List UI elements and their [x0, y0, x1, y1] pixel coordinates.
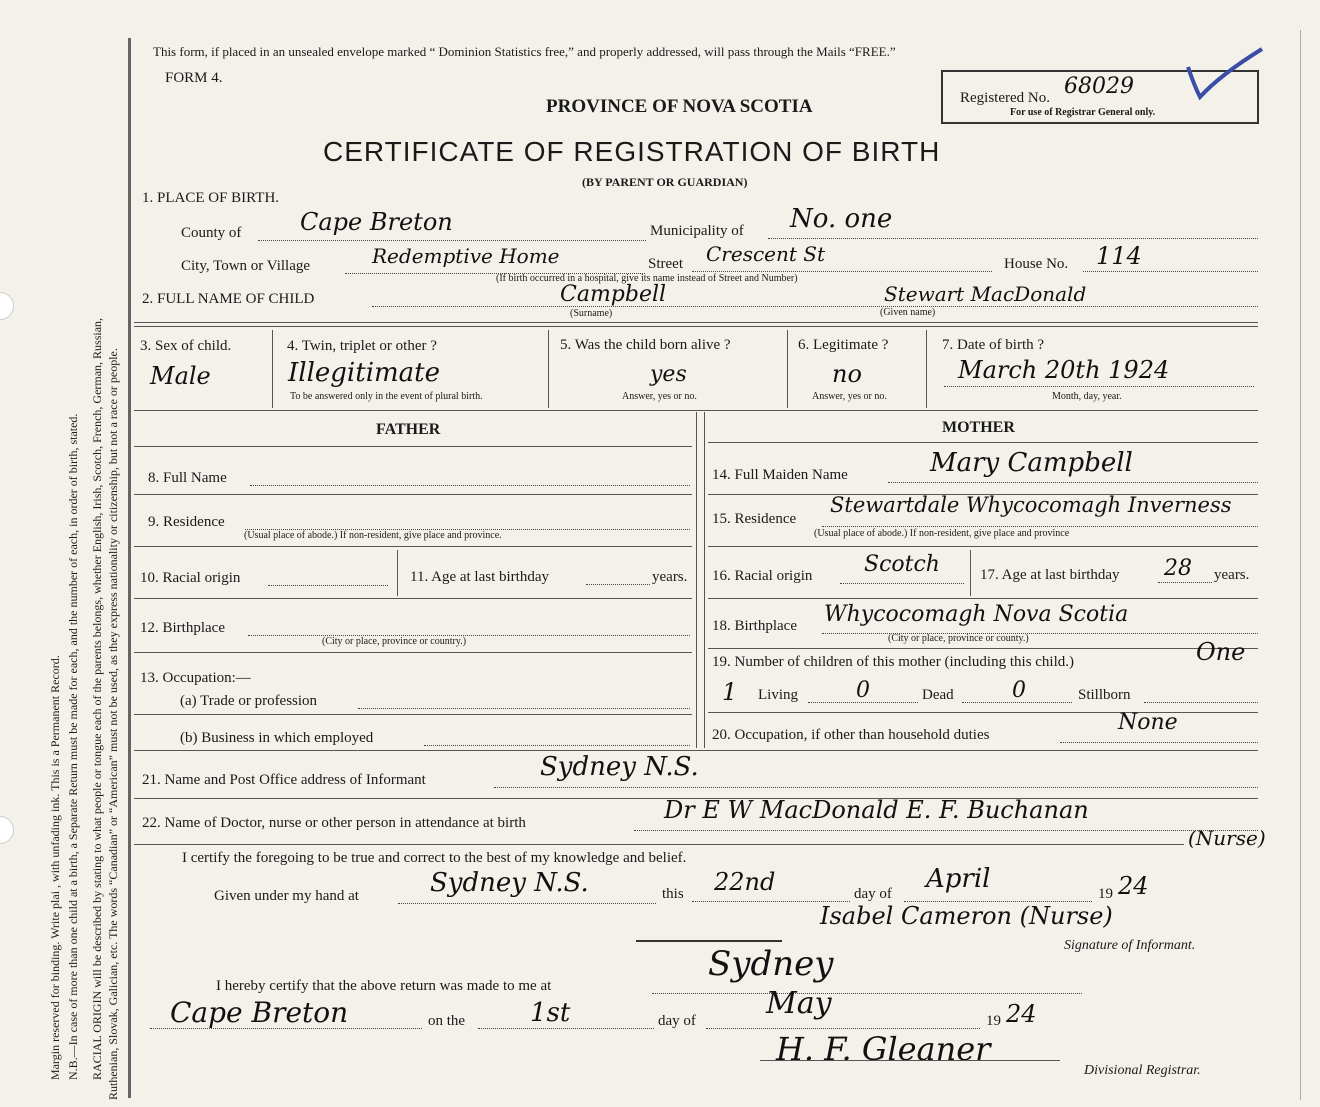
father-heading: FATHER [376, 421, 441, 438]
father-business-dots [424, 745, 690, 746]
registrar-signature: H. F. Gleaner [776, 1030, 991, 1068]
day-of-label: day of [854, 886, 892, 902]
registrar-place-dots [652, 993, 1082, 994]
rule-1 [134, 322, 1258, 323]
house-dots [1083, 271, 1258, 272]
margin-note-1: Margin reserved for binding. Write plai , with unfading ink. This is a Permanent Record. [48, 655, 62, 1080]
mother-heading-rule [708, 442, 1258, 443]
father-residence-note: (Usual place of abode.) If non-resident, give place and province. [244, 530, 502, 541]
father-bp-dots [248, 635, 690, 636]
certification-statement: I certify the foregoing to be true and correct to the best of my knowledge and belief. [182, 850, 687, 866]
mother-age-unit: years. [1214, 567, 1250, 583]
mother-dead-label: Dead [922, 687, 954, 703]
province-heading: PROVINCE OF NOVA SCOTIA [546, 96, 813, 117]
margin-note-2: N.B.—In case of more than one child at a birth, a Separate Return must be made for each, and the number of each, in order of birth, stated. [66, 413, 80, 1080]
mother-occupation-label: 20. Occupation, if other than household duties [712, 727, 990, 743]
municipality-dots [768, 238, 1258, 239]
registrar-county: Cape Breton [170, 996, 349, 1029]
informant-label: 21. Name and Post Office address of Informant [142, 772, 426, 788]
margin-note-3: RACIAL ORIGIN will be described by stating to what people or tongue each of the parents belongs, whether English, Irish, Scotch, French, German, Russian, [90, 317, 104, 1080]
mail-notice: This form, if placed in an unsealed envelope marked “ Dominion Statistics free,” and properly addressed, will pass through the Mails “FREE.” [153, 44, 896, 59]
this-value: 22nd [714, 868, 776, 896]
street-value: Crescent St [706, 242, 826, 266]
dob-note: Month, day, year. [1052, 391, 1122, 402]
mother-rule-2 [708, 546, 1258, 547]
hospital-note: (If birth occurred in a hospital, give its name instead of Street and Number) [496, 273, 798, 284]
municipality-value: No. one [790, 204, 893, 234]
mother-stillborn-value: 0 [1012, 678, 1026, 703]
binding-hole-top [0, 292, 14, 320]
registrar-month-dots [706, 1028, 980, 1029]
sex-label: 3. Sex of child. [140, 338, 232, 354]
mother-maiden-value: Mary Campbell [930, 448, 1133, 478]
father-business-label: (b) Business in which employed [180, 730, 374, 746]
stillborn-dots [1144, 702, 1258, 703]
father-rule-5 [134, 714, 692, 715]
legit-note: Answer, yes or no. [812, 391, 887, 402]
dob-label: 7. Date of birth ? [942, 337, 1045, 353]
alive-note: Answer, yes or no. [622, 391, 697, 402]
city-value: Redemptive Home [372, 244, 560, 268]
child-surname: Campbell [560, 282, 667, 307]
col-divider-3 [787, 330, 788, 408]
mother-age-divider [970, 550, 971, 596]
child-given-name: Stewart MacDonald [884, 282, 1087, 306]
father-name-dots [250, 485, 690, 486]
surname-caption: (Surname) [570, 308, 613, 319]
mother-heading: MOTHER [942, 419, 1015, 436]
mother-residence-value: Stewartdale Whycocomagh Inverness [830, 493, 1232, 517]
father-heading-rule [134, 446, 692, 447]
mother-racial-dots [840, 583, 964, 584]
registrar-place: Sydney [708, 944, 834, 984]
registrar-use-note: For use of Registrar General only. [1010, 107, 1156, 118]
year-prefix: 19 [1098, 886, 1113, 902]
father-name-label: 8. Full Name [148, 470, 227, 486]
parent-divider-a [696, 412, 697, 748]
registrar-caption: Divisional Registrar. [1084, 1063, 1201, 1078]
binding-hole-bottom [0, 816, 14, 844]
registrar-day-of: day of [658, 1013, 696, 1029]
mother-birthplace-note: (City or place, province or county.) [888, 633, 1029, 644]
informant-value: Sydney N.S. [540, 752, 699, 782]
father-residence-label: 9. Residence [148, 514, 225, 530]
alive-value: yes [650, 362, 687, 387]
parent-divider-b [704, 412, 705, 748]
place-of-birth-heading: 1. PLACE OF BIRTH. [142, 190, 280, 206]
father-rule-1 [134, 494, 692, 495]
mother-birthplace-value: Whycocomagh Nova Scotia [824, 602, 1129, 627]
dob-dots [944, 386, 1254, 387]
mother-stillborn-label: Stillborn [1078, 687, 1131, 703]
child-name-dots [372, 306, 1258, 307]
rule-5 [134, 844, 1184, 845]
mother-residence-note: (Usual place of abode.) If non-resident, give place and province [814, 528, 1070, 539]
twin-label: 4. Twin, triplet or other ? [287, 338, 437, 354]
registrar-statement: I hereby certify that the above return was made to me at [216, 978, 552, 994]
mother-living-label: Living [758, 687, 798, 703]
attendant-value: Dr E W MacDonald E. F. Buchanan [664, 796, 1089, 824]
municipality-label: Municipality of [650, 223, 744, 239]
mother-occ-dots [1060, 742, 1258, 743]
col-divider-4 [926, 330, 927, 408]
street-label: Street [648, 256, 683, 272]
mother-rule-3 [708, 598, 1258, 599]
mother-racial-value: Scotch [864, 552, 940, 577]
father-age-unit: years. [652, 569, 688, 585]
informant-signature: Isabel Cameron (Nurse) [820, 902, 1113, 930]
father-racial-dots [268, 585, 388, 586]
year-value: 24 [1118, 872, 1149, 900]
certificate-title: CERTIFICATE OF REGISTRATION OF BIRTH [323, 136, 941, 167]
registrar-month: May [766, 986, 832, 1021]
mother-res-dots [822, 526, 1258, 527]
father-age-label: 11. Age at last birthday [410, 569, 549, 585]
mother-living-value: 1 [722, 678, 738, 706]
dob-value: March 20th 1924 [958, 356, 1170, 384]
attendant-label: 22. Name of Doctor, nurse or other person in attendance at birth [142, 815, 526, 831]
registrar-year: 24 [1006, 1000, 1037, 1028]
father-birthplace-label: 12. Birthplace [140, 620, 225, 636]
father-rule-2 [134, 546, 692, 547]
mother-racial-label: 16. Racial origin [712, 568, 813, 584]
rule-3 [134, 750, 1258, 751]
father-trade-dots [358, 708, 690, 709]
registered-number: 68029 [1064, 74, 1134, 99]
attendant-value-2: (Nurse) [1188, 826, 1266, 850]
margin-note-4: Ruthenian, Slovak, Galician, etc. The words “Canadian” or “American” must not be used, as they express nationality or citizenship, but not a race or people. [106, 348, 120, 1100]
right-border [1300, 30, 1301, 1100]
given-place: Sydney N.S. [430, 868, 589, 898]
registrar-year-prefix: 19 [986, 1013, 1001, 1029]
legit-label: 6. Legitimate ? [798, 337, 889, 353]
father-age-dots [586, 584, 650, 585]
on-the-label: on the [428, 1013, 466, 1029]
father-age-divider [397, 550, 398, 596]
house-value: 114 [1096, 242, 1142, 270]
certificate-subtitle: (BY PARENT OR GUARDIAN) [582, 175, 748, 189]
col-divider-1 [272, 330, 273, 408]
check-mark-icon [1180, 45, 1270, 105]
street-dots [692, 271, 992, 272]
left-margin-rule [128, 38, 131, 1098]
on-the-dots [478, 1028, 654, 1029]
county-value: Cape Breton [300, 208, 453, 236]
given-dots [398, 903, 656, 904]
father-racial-label: 10. Racial origin [140, 570, 241, 586]
child-name-label: 2. FULL NAME OF CHILD [142, 291, 315, 307]
signature-caption: Signature of Informant. [1064, 938, 1196, 953]
mother-rule-4 [708, 648, 1258, 649]
rule-2 [134, 410, 1258, 411]
separator-short [636, 940, 782, 942]
month-value: April [926, 864, 991, 894]
legit-value: no [832, 360, 862, 388]
mother-children-label: 19. Number of children of this mother (including this child.) [712, 654, 1075, 670]
twin-note: To be answered only in the event of plural birth. [290, 391, 483, 402]
sex-value: Male [150, 362, 211, 390]
this-label: this [662, 886, 684, 902]
father-birthplace-note: (City or place, province or country.) [322, 636, 467, 647]
house-label: House No. [1004, 256, 1069, 272]
mother-maiden-dots [888, 482, 1258, 483]
col-divider-2 [548, 330, 549, 408]
given-label: Given under my hand at [214, 888, 359, 904]
rule-1b [134, 326, 1258, 327]
father-rule-4 [134, 652, 692, 653]
mother-residence-label: 15. Residence [712, 511, 797, 527]
mother-age-label: 17. Age at last birthday [980, 567, 1120, 583]
registrar-day: 1st [530, 998, 571, 1028]
form-number: FORM 4. [165, 70, 223, 86]
registrar-sign-rule [760, 1060, 1060, 1061]
father-trade-label: (a) Trade or profession [180, 693, 318, 709]
given-caption: (Given name) [880, 307, 936, 318]
county-dots [258, 240, 646, 241]
father-rule-3 [134, 598, 692, 599]
registered-label: Registered No. [960, 90, 1050, 106]
mother-age-value: 28 [1164, 556, 1192, 581]
mother-age-dots [1158, 582, 1212, 583]
registrar-county-dots [150, 1028, 422, 1029]
twin-value: Illegitimate [288, 358, 441, 388]
mother-children-value: One [1196, 638, 1246, 666]
attendant-dots [634, 830, 1258, 831]
city-label: City, Town or Village [181, 258, 311, 274]
county-label: County of [181, 225, 242, 241]
mother-birthplace-label: 18. Birthplace [712, 618, 797, 634]
father-occupation-label: 13. Occupation:— [140, 670, 251, 686]
alive-label: 5. Was the child born alive ? [560, 337, 731, 353]
mother-maiden-label: 14. Full Maiden Name [712, 467, 848, 483]
informant-dots [494, 787, 1258, 788]
mother-dead-value: 0 [856, 678, 870, 703]
mother-occupation-value: None [1118, 710, 1178, 735]
